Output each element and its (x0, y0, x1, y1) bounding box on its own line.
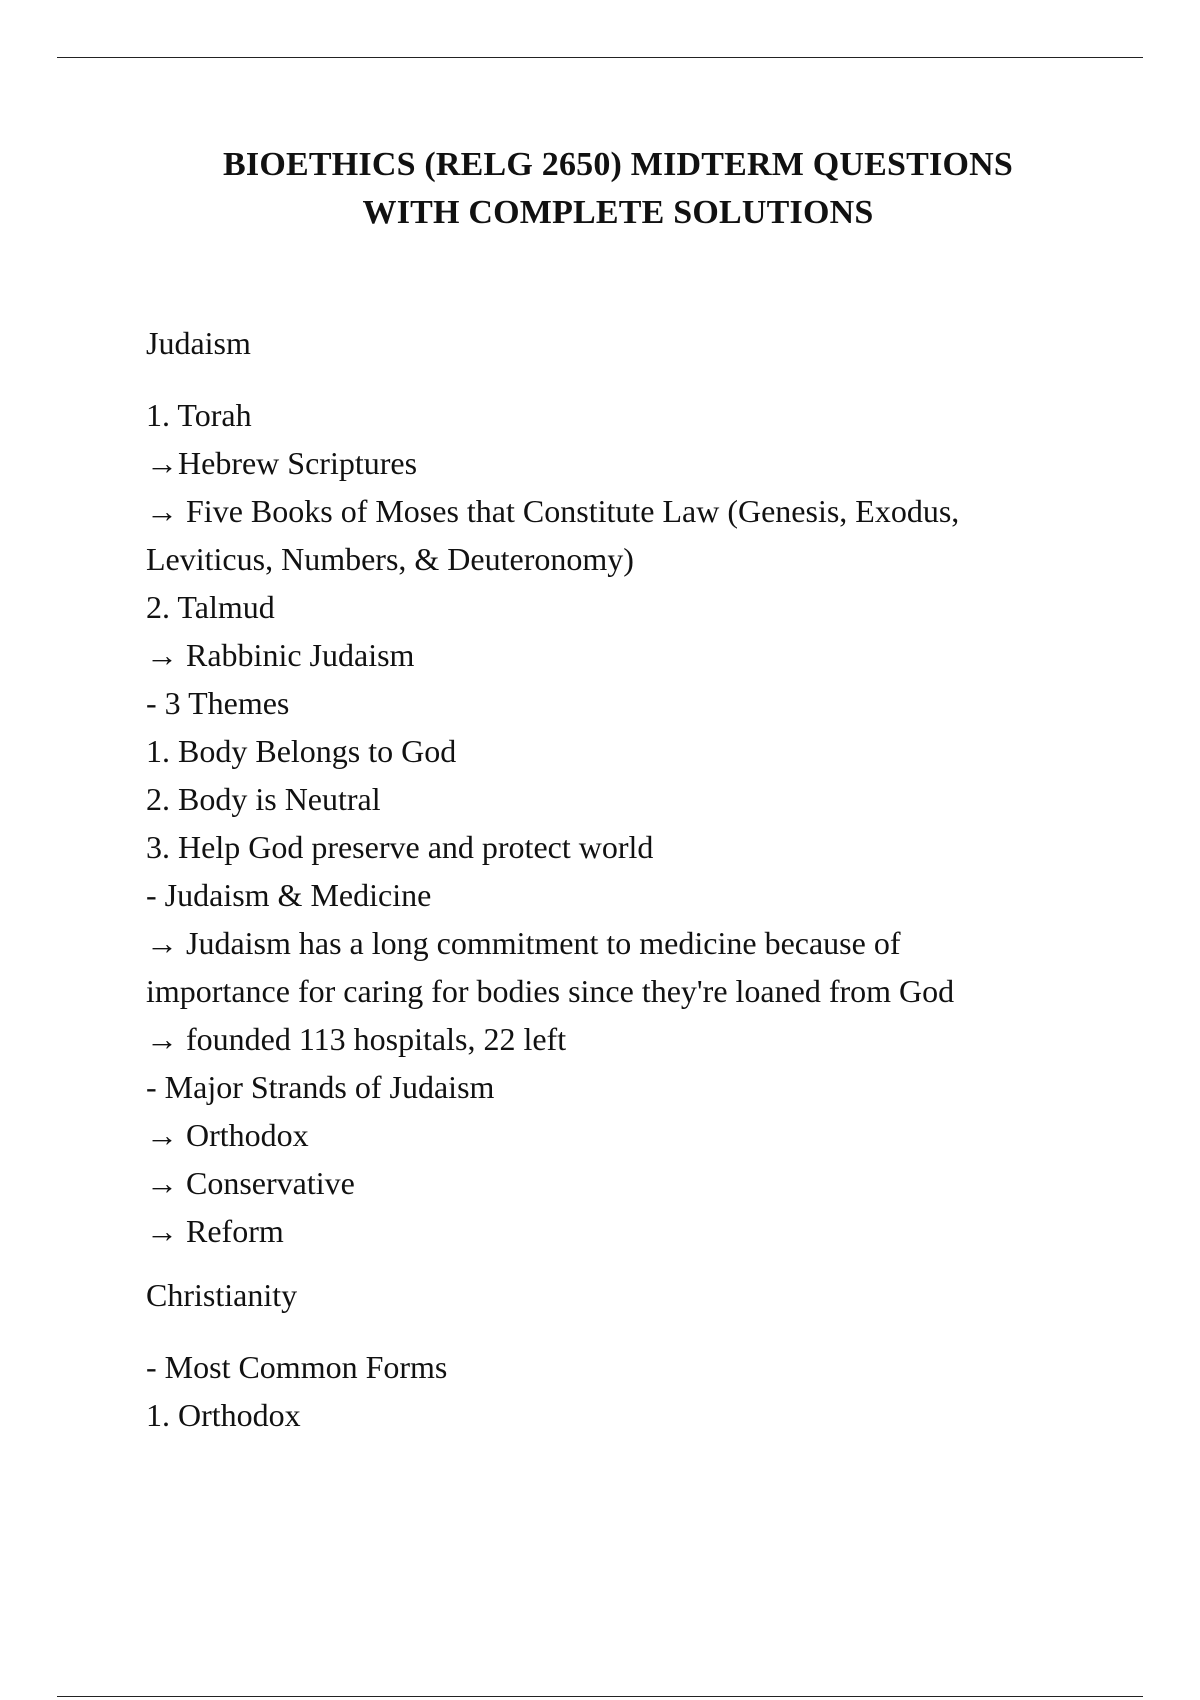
note-line: 3. Help God preserve and protect world (146, 829, 654, 865)
document-body (146, 326, 1106, 1439)
note-line: → founded 113 hospitals, 22 left (146, 1021, 567, 1057)
note-line: - Judaism & Medicine (146, 877, 432, 913)
top-rule (57, 57, 1143, 58)
section-heading-christianity: Christianity (146, 1277, 298, 1313)
bottom-rule (57, 1696, 1143, 1697)
section-heading-judaism: Judaism (146, 325, 251, 361)
christianity-notes (146, 1343, 1106, 1439)
note-line: - 3 Themes (146, 685, 290, 721)
title-line-2: WITH COMPLETE SOLUTIONS (362, 194, 874, 231)
note-line: → Judaism has a long commitment to medicine because of (146, 925, 901, 961)
judaism-notes (146, 391, 1106, 1255)
section-judaism (146, 326, 1106, 1255)
title-line-1: BIOETHICS (RELG 2650) MIDTERM QUESTIONS (223, 146, 1013, 183)
note-line: → Five Books of Moses that Constitute Law (Genesis, Exodus, (146, 493, 960, 529)
note-line: Leviticus, Numbers, & Deuteronomy) (146, 541, 634, 577)
document-title (100, 141, 1136, 237)
note-line: 2. Body is Neutral (146, 781, 381, 817)
note-line: →Hebrew Scriptures (146, 445, 418, 481)
note-line: 2. Talmud (146, 589, 275, 625)
note-line: → Conservative (146, 1165, 355, 1201)
note-line: 1. Torah (146, 397, 252, 433)
note-line: 1. Body Belongs to God (146, 733, 457, 769)
note-line: - Major Strands of Judaism (146, 1069, 495, 1105)
note-line: - Most Common Forms (146, 1349, 448, 1385)
note-line: 1. Orthodox (146, 1397, 301, 1433)
note-line: → Orthodox (146, 1117, 309, 1153)
section-christianity (146, 1278, 1106, 1439)
note-line: → Rabbinic Judaism (146, 637, 415, 673)
note-line: importance for caring for bodies since they're loaned from God (146, 973, 955, 1009)
note-line: → Reform (146, 1213, 284, 1249)
